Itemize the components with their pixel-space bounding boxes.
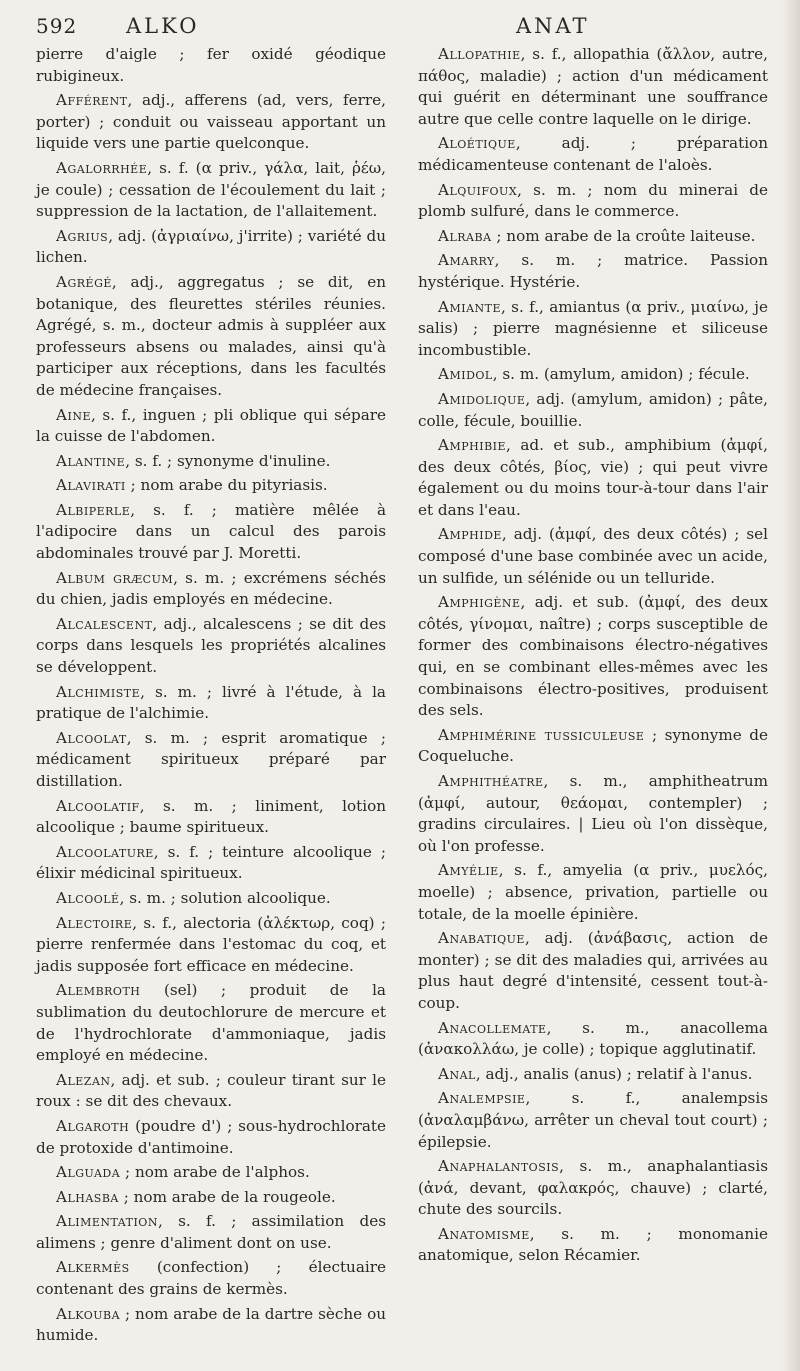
- entry-definition: , s. m. ; solution alcoolique.: [119, 888, 331, 907]
- entry-headword: Alavirati: [56, 476, 126, 495]
- entry-definition: ; nom arabe de la dartre sèche ou humide.: [36, 1304, 386, 1345]
- dictionary-entry: [418, 860, 768, 925]
- entry-headword: Alimentation: [56, 1212, 158, 1231]
- entry-definition: , adj., afferens (ad, vers, ferre, porter) ; conduit ou vaisseau apportant un liquide vers une partie quelconque.: [36, 91, 386, 153]
- entry-definition: , ad. et sub., amphibium (ἀμφί, des deux côtés, βίος, vie) ; qui peut vivre également ou du moins tour-à-tour dans l'air et dans l'eau.: [418, 436, 768, 519]
- entry-headword: Afférent: [56, 91, 128, 110]
- entry-headword: Alcalescent: [56, 614, 153, 633]
- entry-definition: pierre d'aigle ; fer oxidé géodique rubigineux.: [36, 45, 386, 85]
- running-header: [36, 14, 776, 44]
- entry-definition: ; nom arabe de l'alphos.: [120, 1163, 310, 1182]
- entry-headword: Amphibie: [438, 436, 507, 455]
- entry-definition: , s. f., analempsis (ἀναλαμβάνω, arrêter un cheval tout court) ; épilepsie.: [418, 1089, 768, 1151]
- dictionary-entry: [418, 928, 768, 1014]
- dictionary-entry: [36, 500, 386, 565]
- dictionary-entry: [36, 1257, 386, 1300]
- entry-definition: ; nom arabe de la croûte laiteuse.: [491, 226, 756, 245]
- entry-headword: Alquifoux: [438, 180, 518, 199]
- entry-definition: , s. m. ; excrémens séchés du chien, jadis employés en médecine.: [36, 568, 387, 609]
- entry-headword: Alhasba: [56, 1187, 119, 1206]
- entry-definition: , s. f., inguen ; pli oblique qui sépare la cuisse de l'abdomen.: [36, 405, 386, 446]
- entry-headword: Alraba: [438, 226, 492, 245]
- dictionary-entry: [418, 435, 768, 521]
- entry-headword: Anatomisme: [438, 1224, 530, 1243]
- entry-headword: Amphimérine tussiculeuse: [438, 725, 645, 744]
- dictionary-entry: [36, 1070, 386, 1113]
- entry-headword: Amidolique: [438, 389, 526, 408]
- dictionary-entry: [36, 1187, 386, 1209]
- entry-headword: Alguada: [56, 1163, 121, 1182]
- dictionary-entry: [36, 158, 386, 223]
- entry-definition: (poudre d') ; sous-hydrochlorate de protoxide d'antimoine.: [36, 1116, 386, 1157]
- entry-definition: , s. f. ; synonyme d'inuline.: [125, 451, 331, 470]
- entry-definition: , s. f. ; assimilation des alimens ; genre d'aliment dont on use.: [36, 1212, 386, 1252]
- entry-definition: , s. f., alectoria (ἀλέκτωρ, coq) ; pierre renfermée dans l'estomac du coq, et jadis supposée fort efficace en médecine.: [36, 913, 386, 975]
- dictionary-entry: [36, 44, 386, 87]
- dictionary-entry: [36, 796, 386, 839]
- entry-headword: Allopathie: [438, 45, 521, 63]
- entry-definition: , s. m. ; nom du minerai de plomb sulfuré, dans le commerce.: [418, 180, 768, 221]
- entry-headword: Amyélie: [438, 861, 499, 880]
- page-number: 592: [36, 14, 78, 38]
- entry-definition: , s. m., anacollema (ἀνακολλάω, je colle) ; topique agglutinatif.: [418, 1018, 768, 1059]
- entry-headword: Alezan: [56, 1070, 111, 1089]
- dictionary-entry: [418, 1018, 768, 1061]
- dictionary-entry: [36, 405, 386, 448]
- dictionary-entry: [418, 226, 768, 248]
- entry-definition: , adj. ; préparation médicamenteuse contenant de l'aloès.: [418, 134, 768, 174]
- dictionary-entry: [36, 272, 386, 402]
- entry-headword: Album græcum: [56, 568, 174, 587]
- dictionary-entry: [36, 842, 386, 885]
- entry-definition: ; synonyme de Coqueluche.: [418, 725, 768, 766]
- running-head-left: ALKO: [126, 14, 200, 38]
- entry-headword: Alcoolé: [56, 888, 120, 907]
- dictionary-entry: [418, 1156, 768, 1221]
- entry-definition: , s. m. ; liniment, lotion alcoolique ; baume spiritueux.: [36, 796, 386, 837]
- dictionary-entry: [36, 1211, 386, 1254]
- dictionary-entry: [418, 133, 768, 176]
- dictionary-entry: [418, 725, 768, 768]
- entry-headword: Agrius: [56, 226, 109, 245]
- dictionary-entry: [36, 90, 386, 155]
- dictionary-entry: [36, 888, 386, 910]
- entry-definition: ; nom arabe de la rougeole.: [118, 1187, 336, 1206]
- entry-definition: , adj. (ἀγριαίνω, j'irrite) ; variété du lichen.: [36, 226, 386, 267]
- entry-headword: Alchimiste: [56, 682, 141, 701]
- entry-headword: Aloétique: [438, 134, 516, 153]
- page-edge-shadow: [782, 0, 800, 1371]
- entry-definition: (confection) ; électuaire contenant des grains de kermès.: [36, 1258, 386, 1299]
- entry-definition: ; nom arabe du pityriasis.: [125, 476, 328, 495]
- entry-definition: , s. f. ; teinture alcoolique ; élixir médicinal spiritueux.: [36, 842, 386, 883]
- entry-headword: Amidol: [438, 365, 493, 384]
- entry-definition: , s. m. (amylum, amidon) ; fécule.: [492, 365, 750, 384]
- entry-definition: , adj. (ἀνάβασις, action de monter) ; se dit des maladies qui, arrivées au plus haut degré d'intensité, cessent tout-à-coup.: [418, 929, 768, 1012]
- dictionary-entry: [418, 389, 768, 432]
- entry-headword: Anabatique: [438, 929, 525, 948]
- dictionary-entry: [36, 728, 386, 793]
- entry-definition: , adj. et sub. ; couleur tirant sur le roux : se dit des chevaux.: [36, 1070, 386, 1111]
- entry-definition: , s. m. ; matrice. Passion hystérique. Hystérie.: [418, 251, 768, 291]
- dictionary-entry: [36, 451, 386, 473]
- entry-headword: Anal: [438, 1064, 476, 1083]
- entry-headword: Amphide: [438, 525, 502, 544]
- entry-headword: Alcoolatif: [56, 796, 140, 815]
- dictionary-entry: [418, 180, 768, 223]
- dictionary-entry: [418, 364, 768, 386]
- dictionary-entry: [36, 913, 386, 978]
- dictionary-entry: [418, 771, 768, 857]
- dictionary-entry: [36, 226, 386, 269]
- dictionary-entry: [418, 592, 768, 722]
- left-column: [36, 44, 386, 1350]
- dictionary-entry: [36, 980, 386, 1066]
- entry-headword: Alkouba: [56, 1304, 121, 1323]
- entry-definition: , s. f. (α priv., γάλα, lait, ῥέω, je coule) ; cessation de l'écoulement du lait ; suppression de la lactation, de l'allaitement.: [36, 158, 386, 221]
- entry-headword: Alectoire: [56, 913, 133, 932]
- entry-definition: , s. m. ; esprit aromatique ; médicament spiritueux préparé par distillation.: [36, 728, 386, 790]
- entry-definition: , s. f. ; matière mêlée à l'adipocire dans un calcul des parois abdominales trouvé par J. Moretti.: [36, 500, 386, 563]
- entry-definition: , adj. (ἀμφί, des deux côtés) ; sel composé d'une base combinée avec un acide, un sulfide, un sélénide ou un telluride.: [418, 525, 768, 587]
- entry-definition: , adj. et sub. (ἀμφί, des deux côtés, γίνομαι, naître) ; corps susceptible de former des combinaisons électro-négatives qui, en se combinant elles-mêmes avec les combinaisons électro-positives, produisent des sels.: [418, 593, 768, 720]
- dictionary-entry: [418, 297, 768, 362]
- entry-headword: Agalorrhée: [56, 158, 148, 177]
- entry-headword: Alkermès: [56, 1258, 130, 1277]
- entry-definition: , adj., analis (anus) ; relatif à l'anus.: [475, 1064, 753, 1083]
- dictionary-entry: [418, 1064, 768, 1086]
- dictionary-entry: [36, 475, 386, 497]
- dictionary-entry: [36, 1162, 386, 1184]
- entry-definition: (sel) ; produit de la sublimation du deutochlorure de mercure et de l'hydrochlorate d'ammoniaque, jadis employé en médecine.: [36, 981, 386, 1065]
- entry-headword: Albiperle: [56, 500, 131, 519]
- entry-headword: Agrégé: [56, 272, 112, 291]
- entry-headword: Amphigène: [438, 593, 521, 612]
- entry-headword: Analempsie: [438, 1089, 526, 1108]
- entry-headword: Aine: [56, 405, 91, 424]
- dictionary-entry: [418, 44, 768, 130]
- entry-headword: Anacollemate: [438, 1018, 547, 1037]
- entry-definition: , s. m. ; monomanie anatomique, selon Récamier.: [418, 1224, 768, 1265]
- entry-headword: Amarry: [438, 251, 495, 270]
- right-column: [418, 44, 768, 1270]
- entry-definition: , s. f., amyelia (α priv., μυελός, moelle) ; absence, privation, partielle ou totale, de la moelle épinière.: [418, 861, 768, 923]
- entry-headword: Alembroth: [56, 981, 141, 1000]
- dictionary-entry: [418, 250, 768, 293]
- dictionary-entry: [36, 614, 386, 679]
- dictionary-entry: [418, 1224, 768, 1267]
- running-head-right: ANAT: [516, 14, 590, 38]
- entry-headword: Amphithéatre: [438, 772, 544, 790]
- dictionary-entry: [36, 682, 386, 725]
- dictionary-entry: [418, 524, 768, 589]
- dictionary-entry: [36, 1304, 386, 1347]
- entry-definition: , adj., aggregatus ; se dit, en botanique, des fleurettes stériles réunies. Agrégé, s. m., docteur admis à suppléer aux professeurs absens ou malades, ainsi qu'à participer aux réceptions, dans les facultés de médecine françaises.: [36, 272, 386, 399]
- entry-definition: , s. f., allopathia (ἄλλον, autre, πάθος, maladie) ; action d'un médicament qui guérit en déterminant une souffrance autre que celle contre laquelle on le dirige.: [418, 45, 768, 128]
- dictionary-entry: [36, 1116, 386, 1159]
- entry-headword: Alcoolat: [56, 728, 127, 747]
- entry-headword: Alcoolature: [56, 842, 154, 861]
- entry-headword: Anaphalantosis: [438, 1157, 560, 1176]
- entry-definition: , s. m. ; livré à l'étude, à la pratique de l'alchimie.: [36, 682, 386, 723]
- entry-definition: , s. f., amiantus (α priv., μιαίνω, je salis) ; pierre magnésienne et siliceuse incombustible.: [418, 297, 768, 359]
- entry-headword: Alantine: [56, 451, 126, 470]
- entry-definition: , s. m., anaphalantiasis (ἀνά, devant, φαλακρός, chauve) ; clarté, chute des sourcils.: [418, 1157, 768, 1219]
- entry-headword: Amiante: [438, 297, 502, 316]
- dictionary-entry: [36, 568, 386, 611]
- dictionary-entry: [418, 1088, 768, 1153]
- entry-headword: Algaroth: [56, 1116, 130, 1135]
- entry-definition: , adj. (amylum, amidon) ; pâte, colle, fécule, bouillie.: [418, 389, 768, 430]
- entry-definition: , s. m., amphitheatrum (ἀμφί, autour, θεάομαι, contempler) ; gradins circulaires. | Lieu où l'on dissèque, où l'on professe.: [418, 772, 768, 855]
- entry-definition: , adj., alcalescens ; se dit des corps dans lesquels les propriétés alcalines se développent.: [36, 614, 386, 677]
